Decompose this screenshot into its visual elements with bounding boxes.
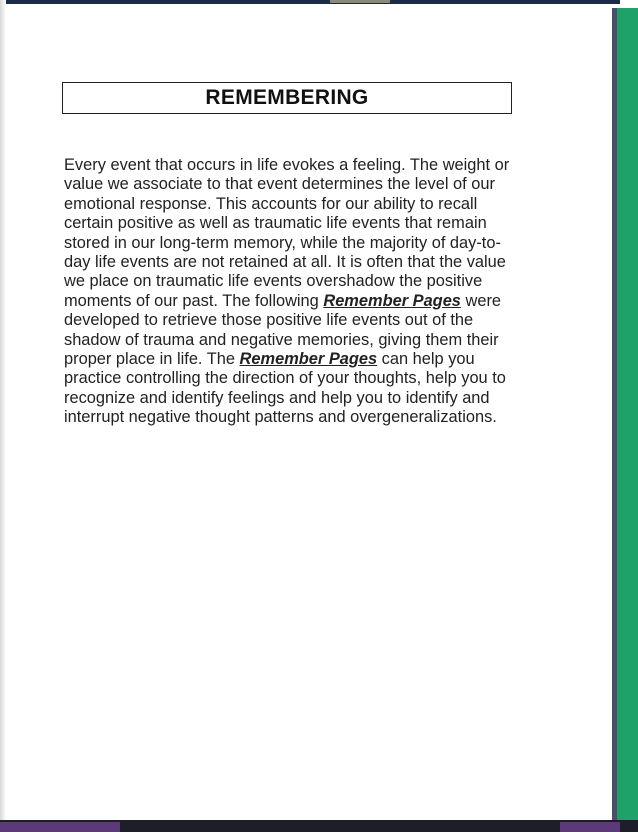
binding-strip [617, 8, 638, 823]
remember-pages-emphasis-2: Remember Pages [239, 350, 378, 369]
page-title: REMEMBERING [205, 86, 369, 109]
paragraph-text-part2: were developed to retrieve those positive life events out of the shadow of trauma and negative memories, giving them their proper place in life. The [64, 291, 502, 369]
page-bottom-edge-left-accent [0, 822, 120, 832]
page-top-edge-accent [330, 0, 390, 3]
body-paragraph [64, 156, 514, 428]
paragraph-text-part1: Every event that occurs in life evokes a feeling. The weight or value we associate to that event determines the level of our emotional response. This accounts for our ability to recall certain positive as well as traumatic life events that remain stored in our long-term memory, while the majority of day-to-day life events are not retained at all. It is often that the value we place on traumatic life events overshadow the positive moments of our past. The following [64, 156, 510, 310]
page-left-shadow [0, 0, 6, 832]
page-top-edge [0, 0, 620, 4]
title-box [62, 82, 512, 114]
paragraph-text-part3: can help you practice controlling the direction of your thoughts, help you to recognize and identify feelings and help you to identify and interrupt negative thought patterns and overgeneralizations. [64, 350, 506, 427]
remember-pages-emphasis-1: Remember Pages [323, 291, 461, 310]
page-bottom-edge-right-accent [560, 822, 620, 832]
